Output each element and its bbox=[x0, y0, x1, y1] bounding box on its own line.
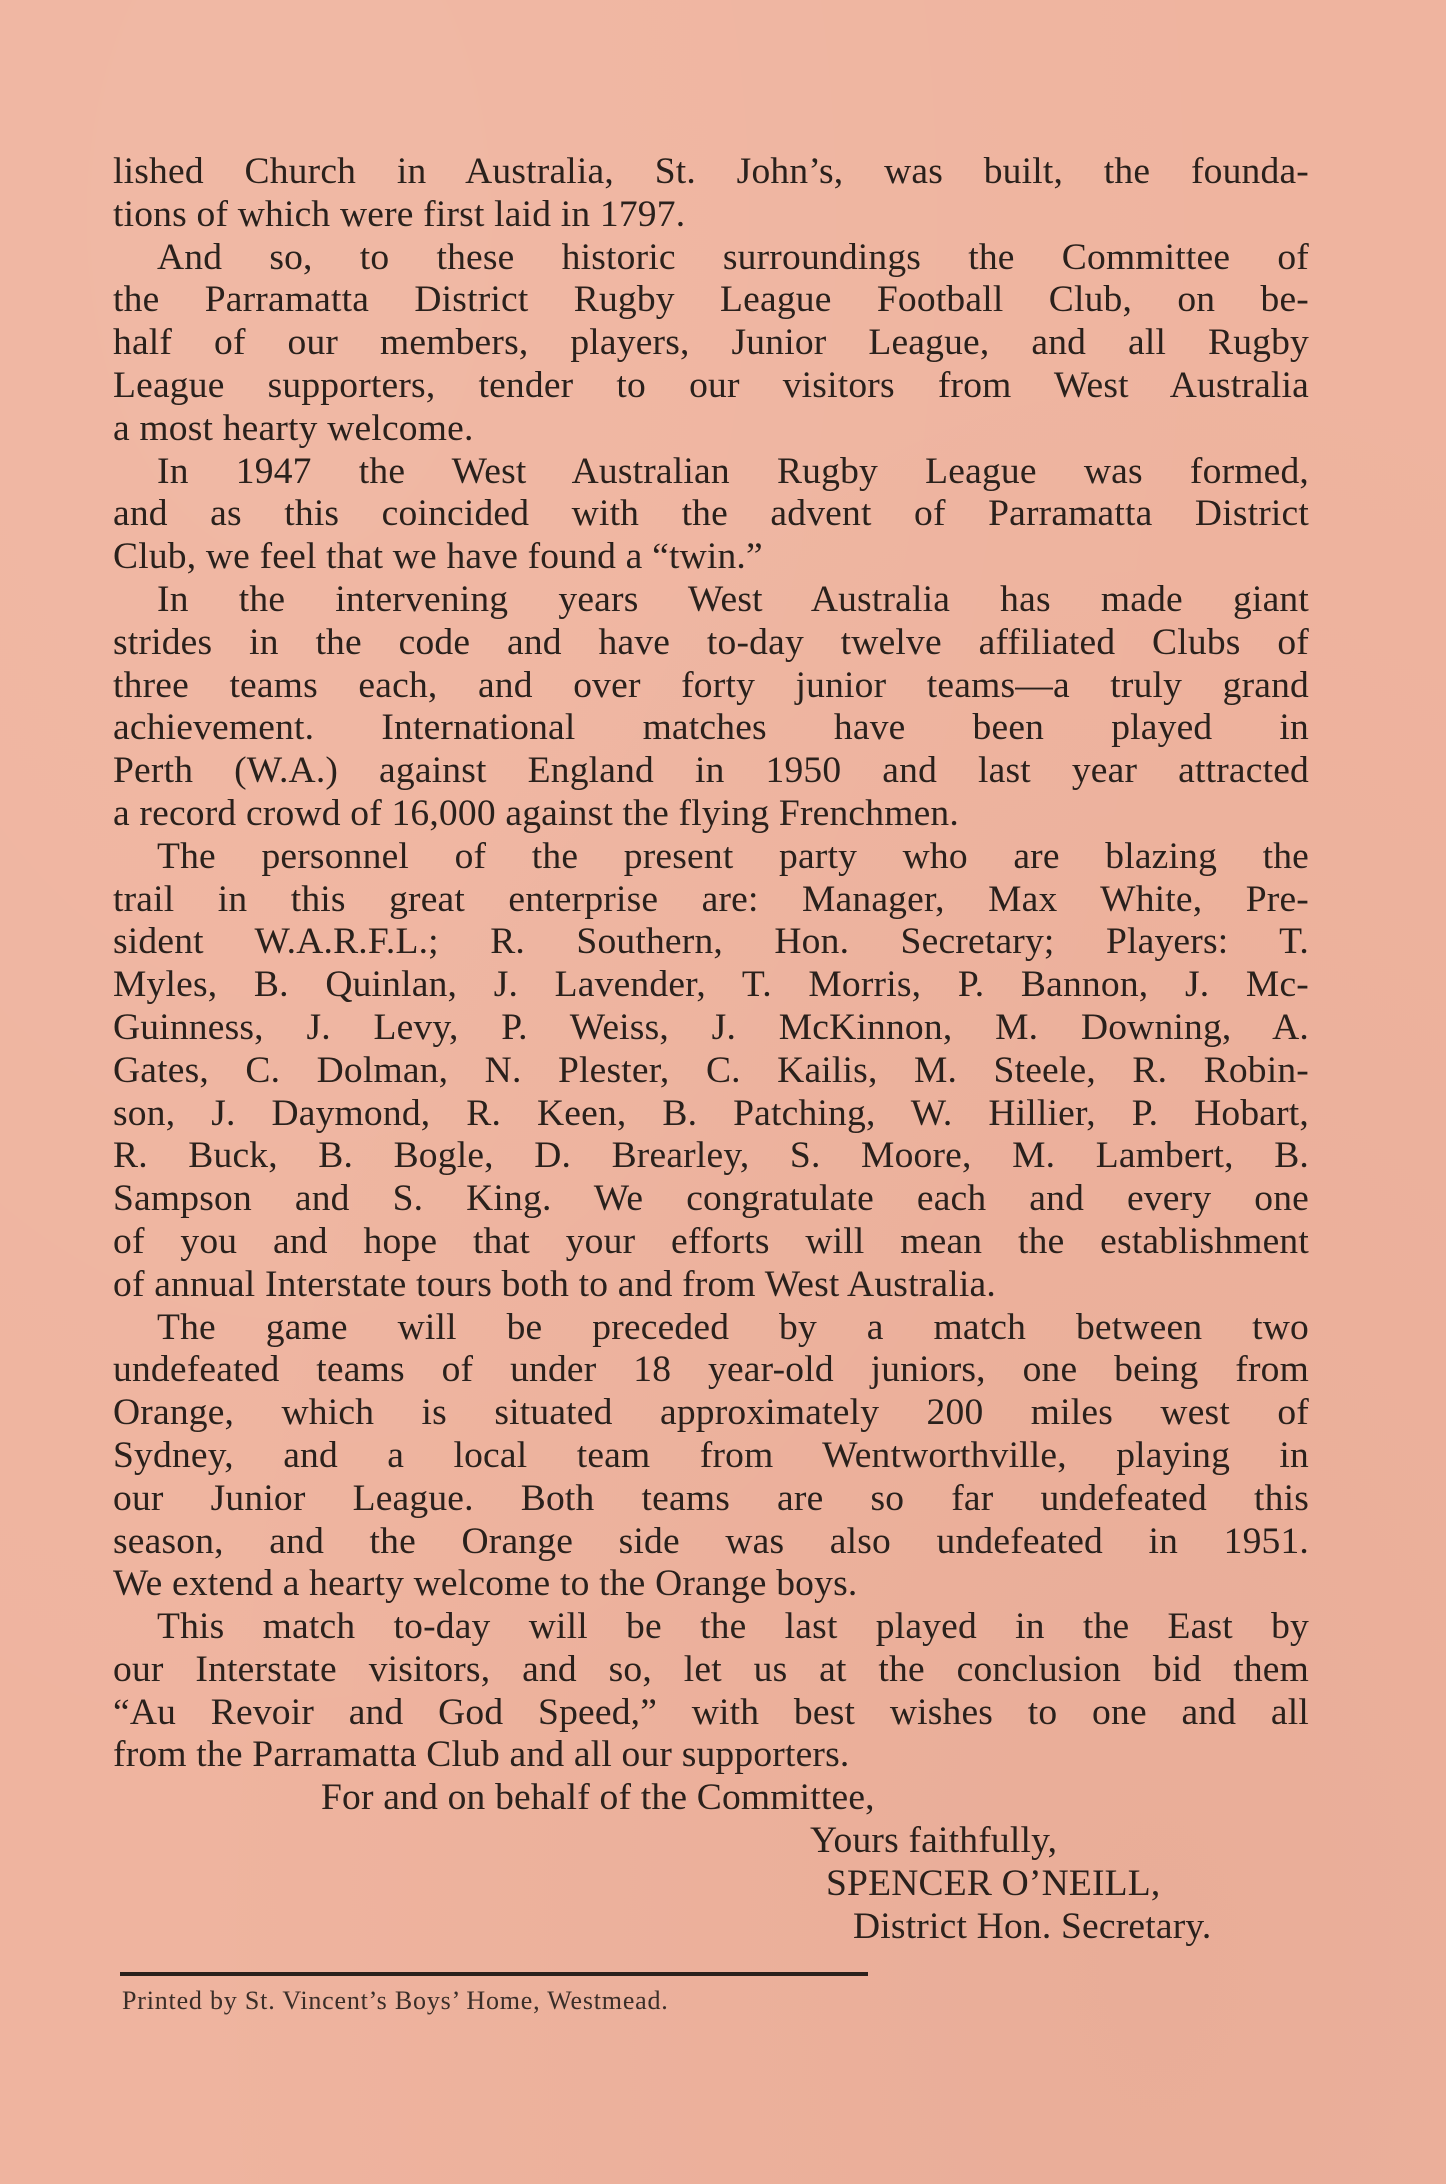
paragraph-line: Club, we feel that we have found a “twin.” bbox=[113, 536, 763, 578]
paragraph-line: Sydney, and a local team from Wentworthville, playing in bbox=[113, 1434, 1309, 1476]
paragraph-line: Perth (W.A.) against England in 1950 and last year attracted bbox=[113, 750, 1309, 792]
paragraph-line: “Au Revoir and God Speed,” with best wishes to one and all bbox=[113, 1691, 1309, 1733]
paragraph-line: strides in the code and have to-day twelve affiliated Clubs of bbox=[113, 621, 1309, 663]
paragraph-line: undefeated teams of under 18 year-old juniors, one being from bbox=[113, 1349, 1309, 1391]
paragraph-line: of you and hope that your efforts will mean the establishment bbox=[113, 1220, 1309, 1262]
printer-credit: Printed by St. Vincent’s Boys’ Home, Westmead. bbox=[122, 1986, 669, 2015]
paragraphs bbox=[113, 151, 1309, 1777]
footer-divider bbox=[120, 1972, 868, 1976]
paragraph-line: Myles, B. Quinlan, J. Lavender, T. Morris, P. Bannon, J. Mc- bbox=[113, 964, 1309, 1006]
paragraph-line: Orange, which is situated approximately 200 miles west of bbox=[113, 1392, 1309, 1434]
paragraph-line: Sampson and S. King. We congratulate each and every one bbox=[113, 1178, 1309, 1220]
paragraph-line: and as this coincided with the advent of Parramatta District bbox=[113, 493, 1309, 535]
paragraph-line: League supporters, tender to our visitors from West Australia bbox=[113, 364, 1309, 406]
paragraph-line: half of our members, players, Junior League, and all Rugby bbox=[113, 322, 1309, 364]
paragraph-line: And so, to these historic surroundings the Committee of bbox=[157, 236, 1309, 278]
paragraph-line: our Junior League. Both teams are so far undefeated this bbox=[113, 1477, 1309, 1519]
paragraph-line: The personnel of the present party who are blazing the bbox=[157, 835, 1309, 877]
paragraph-line: of annual Interstate tours both to and from West Australia. bbox=[113, 1263, 996, 1305]
paragraph-line: This match to-day will be the last played in the East by bbox=[157, 1606, 1309, 1648]
paragraph-line: Gates, C. Dolman, N. Plester, C. Kailis, M. Steele, R. Robin- bbox=[113, 1049, 1309, 1091]
paragraph-line: In the intervening years West Australia has made giant bbox=[157, 578, 1309, 620]
paragraph-line: a record crowd of 16,000 against the flying Frenchmen. bbox=[113, 792, 959, 834]
paragraph-line: the Parramatta District Rugby League Football Club, on be- bbox=[113, 279, 1309, 321]
paragraph-line: son, J. Daymond, R. Keen, B. Patching, W. Hillier, P. Hobart, bbox=[113, 1092, 1309, 1134]
paragraph-line: trail in this great enterprise are: Manager, Max White, Pre- bbox=[113, 878, 1309, 920]
closing-committee-line: For and on behalf of the Committee, bbox=[321, 1777, 875, 1819]
paragraph-line: sident W.A.R.F.L.; R. Southern, Hon. Secretary; Players: T. bbox=[113, 921, 1309, 963]
paragraph-line: achievement. International matches have been played in bbox=[113, 707, 1309, 749]
paragraph-line: R. Buck, B. Bogle, D. Brearley, S. Moore, M. Lambert, B. bbox=[113, 1135, 1309, 1177]
paragraph-line: The game will be preceded by a match between two bbox=[157, 1306, 1309, 1348]
closing-title: District Hon. Secretary. bbox=[853, 1905, 1212, 1947]
closing-yours-faithfully: Yours faithfully, bbox=[810, 1820, 1058, 1862]
paragraph-line: lished Church in Australia, St. John’s, was built, the founda- bbox=[113, 151, 1309, 192]
paragraph-line: season, and the Orange side was also undefeated in 1951. bbox=[113, 1520, 1309, 1562]
letter-body bbox=[113, 151, 1309, 1948]
paragraph-line: from the Parramatta Club and all our supporters. bbox=[113, 1734, 850, 1776]
paragraph-line: We extend a hearty welcome to the Orange boys. bbox=[113, 1563, 858, 1605]
paragraph-line: our Interstate visitors, and so, let us at the conclusion bid them bbox=[113, 1648, 1309, 1690]
paragraph-line: Guinness, J. Levy, P. Weiss, J. McKinnon, M. Downing, A. bbox=[113, 1006, 1309, 1048]
closing-signatory: SPENCER O’NEILL, bbox=[826, 1862, 1161, 1904]
paragraph-line: In 1947 the West Australian Rugby League was formed, bbox=[157, 450, 1309, 492]
paragraph-line: a most hearty welcome. bbox=[113, 407, 474, 449]
paragraph-line: three teams each, and over forty junior teams—a truly grand bbox=[113, 664, 1309, 706]
paragraph-line: tions of which were first laid in 1797. bbox=[113, 193, 686, 235]
